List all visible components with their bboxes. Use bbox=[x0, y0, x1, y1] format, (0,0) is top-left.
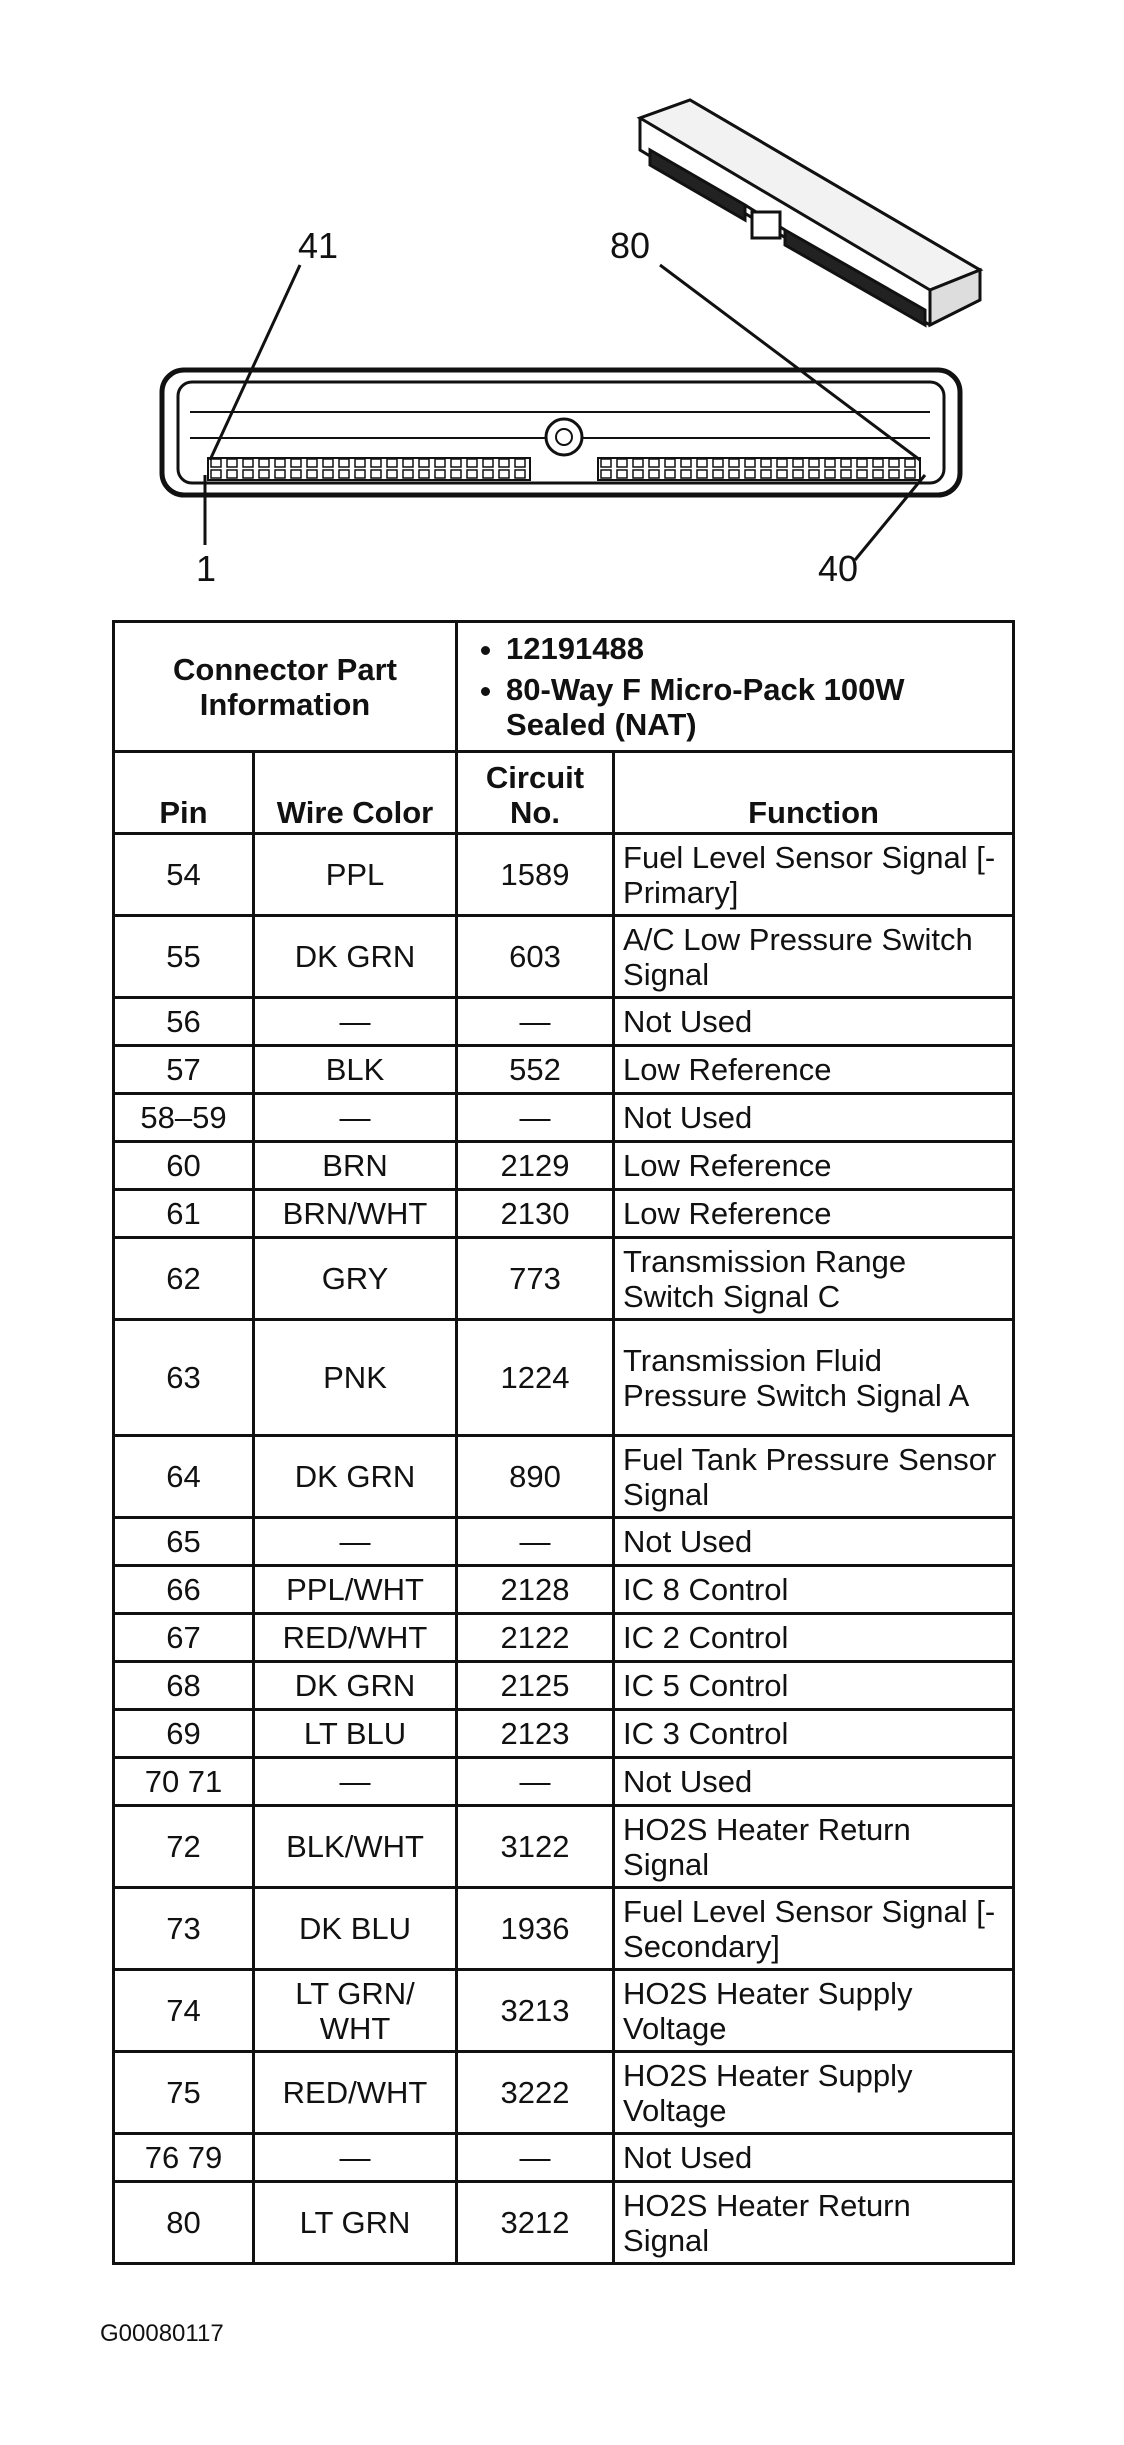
cell-pin: 63 bbox=[114, 1320, 254, 1436]
table-row bbox=[114, 2134, 1014, 2182]
cell-circuit: — bbox=[457, 1094, 614, 1142]
connector-info-row bbox=[114, 622, 1014, 752]
table-row bbox=[114, 1190, 1014, 1238]
table-row bbox=[114, 1094, 1014, 1142]
cell-pin: 57 bbox=[114, 1046, 254, 1094]
cell-function: A/C Low Pressure Switch Signal bbox=[614, 916, 1014, 998]
cell-circuit: — bbox=[457, 1518, 614, 1566]
cell-pin: 67 bbox=[114, 1614, 254, 1662]
cell-function: IC 5 Control bbox=[614, 1662, 1014, 1710]
column-header-wire-color: Wire Color bbox=[254, 752, 457, 834]
cell-circuit: 2123 bbox=[457, 1710, 614, 1758]
cell-function: Not Used bbox=[614, 1758, 1014, 1806]
pin-label-41: 41 bbox=[298, 225, 339, 266]
table-row bbox=[114, 1888, 1014, 1970]
cell-pin: 75 bbox=[114, 2052, 254, 2134]
cell-function: Transmission Range Switch Signal C bbox=[614, 1238, 1014, 1320]
connector-diagram bbox=[0, 0, 1124, 600]
table-row bbox=[114, 1238, 1014, 1320]
pinout-table bbox=[112, 620, 1015, 2265]
cell-wire-color: PPL bbox=[254, 834, 457, 916]
table-row bbox=[114, 2052, 1014, 2134]
table-row bbox=[114, 1518, 1014, 1566]
table-row bbox=[114, 2182, 1014, 2264]
cell-pin: 73 bbox=[114, 1888, 254, 1970]
cell-function: Not Used bbox=[614, 1094, 1014, 1142]
cell-function: Transmission Fluid Pressure Switch Signal A bbox=[614, 1320, 1014, 1436]
cell-wire-color: BLK/WHT bbox=[254, 1806, 457, 1888]
cell-circuit: 603 bbox=[457, 916, 614, 998]
cell-wire-color: LT GRN bbox=[254, 2182, 457, 2264]
cell-pin: 55 bbox=[114, 916, 254, 998]
cell-wire-color: LT GRN/ WHT bbox=[254, 1970, 457, 2052]
cell-circuit: 1224 bbox=[457, 1320, 614, 1436]
cell-circuit: 552 bbox=[457, 1046, 614, 1094]
cell-function: HO2S Heater Return Signal bbox=[614, 2182, 1014, 2264]
cell-circuit: 2130 bbox=[457, 1190, 614, 1238]
cell-pin: 70 71 bbox=[114, 1758, 254, 1806]
cell-circuit: — bbox=[457, 998, 614, 1046]
cell-function: IC 8 Control bbox=[614, 1566, 1014, 1614]
cell-wire-color: PNK bbox=[254, 1320, 457, 1436]
cell-wire-color: DK GRN bbox=[254, 1662, 457, 1710]
cell-wire-color: — bbox=[254, 2134, 457, 2182]
cell-wire-color: BLK bbox=[254, 1046, 457, 1094]
connector-part-spec bbox=[457, 622, 1014, 752]
part-description: • 80-Way F Micro-Pack 100W Sealed (NAT) bbox=[506, 672, 1004, 742]
pin-label-1: 1 bbox=[196, 548, 217, 589]
column-header-circuit: Circuit No. bbox=[457, 752, 614, 834]
cell-circuit: 3222 bbox=[457, 2052, 614, 2134]
cell-circuit: 1936 bbox=[457, 1888, 614, 1970]
cell-function: HO2S Heater Supply Voltage bbox=[614, 2052, 1014, 2134]
cell-wire-color: RED/WHT bbox=[254, 1614, 457, 1662]
table-row bbox=[114, 916, 1014, 998]
cell-wire-color: — bbox=[254, 1518, 457, 1566]
cell-wire-color: — bbox=[254, 1758, 457, 1806]
cell-circuit: 3213 bbox=[457, 1970, 614, 2052]
table-row bbox=[114, 1758, 1014, 1806]
cell-pin: 72 bbox=[114, 1806, 254, 1888]
cell-function: Not Used bbox=[614, 1518, 1014, 1566]
connector-face-view bbox=[162, 370, 960, 495]
cell-pin: 74 bbox=[114, 1970, 254, 2052]
column-header-row bbox=[114, 752, 1014, 834]
column-header-pin: Pin bbox=[114, 752, 254, 834]
cell-circuit: 890 bbox=[457, 1436, 614, 1518]
cell-wire-color: — bbox=[254, 998, 457, 1046]
cell-pin: 54 bbox=[114, 834, 254, 916]
cell-pin: 64 bbox=[114, 1436, 254, 1518]
cell-circuit: 2129 bbox=[457, 1142, 614, 1190]
cell-pin: 60 bbox=[114, 1142, 254, 1190]
cell-pin: 66 bbox=[114, 1566, 254, 1614]
cell-pin: 76 79 bbox=[114, 2134, 254, 2182]
cell-wire-color: DK GRN bbox=[254, 1436, 457, 1518]
cell-circuit: 773 bbox=[457, 1238, 614, 1320]
cell-function: Fuel Tank Pressure Sensor Signal bbox=[614, 1436, 1014, 1518]
cell-function: IC 2 Control bbox=[614, 1614, 1014, 1662]
cell-pin: 58–59 bbox=[114, 1094, 254, 1142]
table-row bbox=[114, 1046, 1014, 1094]
cell-circuit: 3122 bbox=[457, 1806, 614, 1888]
table-row bbox=[114, 1142, 1014, 1190]
table-row bbox=[114, 1566, 1014, 1614]
cell-function: Fuel Level Sensor Signal [- Secondary] bbox=[614, 1888, 1014, 1970]
cell-wire-color: LT BLU bbox=[254, 1710, 457, 1758]
table-row bbox=[114, 998, 1014, 1046]
cell-circuit: — bbox=[457, 1758, 614, 1806]
cell-wire-color: — bbox=[254, 1094, 457, 1142]
cell-pin: 62 bbox=[114, 1238, 254, 1320]
cell-function: Low Reference bbox=[614, 1190, 1014, 1238]
connector-part-info-label: Connector Part Information bbox=[114, 622, 457, 752]
cell-circuit: 2122 bbox=[457, 1614, 614, 1662]
cell-function: HO2S Heater Supply Voltage bbox=[614, 1970, 1014, 2052]
table-row bbox=[114, 1320, 1014, 1436]
pin-label-80: 80 bbox=[610, 225, 651, 266]
cell-wire-color: BRN/WHT bbox=[254, 1190, 457, 1238]
figure-code: G00080117 bbox=[100, 2320, 224, 2347]
cell-wire-color: RED/WHT bbox=[254, 2052, 457, 2134]
table-row bbox=[114, 1806, 1014, 1888]
cell-pin: 56 bbox=[114, 998, 254, 1046]
table-row bbox=[114, 1436, 1014, 1518]
cell-wire-color: DK GRN bbox=[254, 916, 457, 998]
cell-pin: 80 bbox=[114, 2182, 254, 2264]
cell-circuit: 2125 bbox=[457, 1662, 614, 1710]
cell-function: Not Used bbox=[614, 998, 1014, 1046]
cell-function: HO2S Heater Return Signal bbox=[614, 1806, 1014, 1888]
cell-pin: 65 bbox=[114, 1518, 254, 1566]
cell-pin: 68 bbox=[114, 1662, 254, 1710]
table-row bbox=[114, 1614, 1014, 1662]
cell-circuit: 3212 bbox=[457, 2182, 614, 2264]
cell-pin: 69 bbox=[114, 1710, 254, 1758]
part-number: • 12191488 bbox=[506, 631, 1004, 666]
cell-function: Low Reference bbox=[614, 1046, 1014, 1094]
table-row bbox=[114, 834, 1014, 916]
cell-pin: 61 bbox=[114, 1190, 254, 1238]
table-row bbox=[114, 1970, 1014, 2052]
pinout-rows bbox=[114, 834, 1014, 2264]
cell-wire-color: GRY bbox=[254, 1238, 457, 1320]
connector-perspective-view bbox=[640, 100, 980, 325]
cell-circuit: 1589 bbox=[457, 834, 614, 916]
column-header-function: Function bbox=[614, 752, 1014, 834]
cell-circuit: — bbox=[457, 2134, 614, 2182]
cell-wire-color: PPL/WHT bbox=[254, 1566, 457, 1614]
cell-function: IC 3 Control bbox=[614, 1710, 1014, 1758]
cell-wire-color: DK BLU bbox=[254, 1888, 457, 1970]
cell-function: Low Reference bbox=[614, 1142, 1014, 1190]
cell-function: Not Used bbox=[614, 2134, 1014, 2182]
cell-circuit: 2128 bbox=[457, 1566, 614, 1614]
cell-function: Fuel Level Sensor Signal [- Primary] bbox=[614, 834, 1014, 916]
table-row bbox=[114, 1710, 1014, 1758]
cell-wire-color: BRN bbox=[254, 1142, 457, 1190]
table-row bbox=[114, 1662, 1014, 1710]
pin-label-40: 40 bbox=[818, 548, 859, 589]
